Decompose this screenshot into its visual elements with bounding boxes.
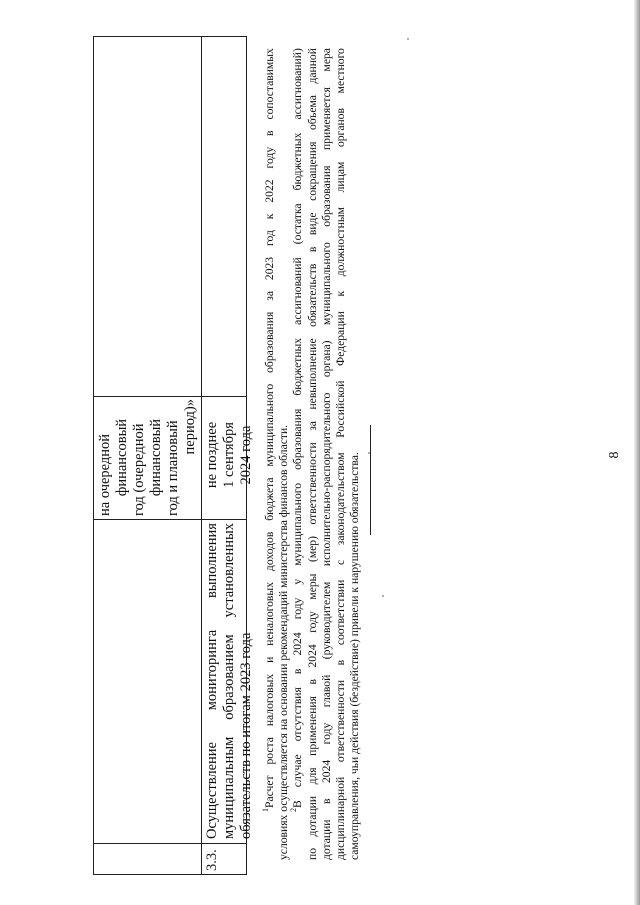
- table-row-divider: [201, 37, 202, 875]
- word: году: [291, 597, 305, 620]
- word: в: [334, 659, 348, 666]
- word: по: [305, 847, 319, 860]
- table-left-border: [93, 874, 247, 875]
- word: [263, 775, 277, 860]
- footnote-2-line: [291, 48, 305, 860]
- deadline-line: год и плановый: [165, 420, 181, 516]
- word: объема: [305, 95, 319, 131]
- description-line: обязательств по итогам 2023 года: [238, 632, 254, 839]
- table-right-border: [93, 36, 247, 37]
- word: сокращения: [305, 141, 319, 201]
- word: и: [263, 656, 276, 663]
- footnote-separator: [370, 425, 371, 535]
- deadline-line: 1 сентября: [221, 422, 237, 488]
- word: 2022: [263, 179, 276, 203]
- word: в: [305, 246, 319, 253]
- footnote-1-line: [263, 48, 277, 860]
- word: [291, 800, 305, 860]
- word: у: [291, 578, 305, 585]
- word: законодательством: [334, 452, 348, 546]
- word: применяется: [319, 86, 333, 151]
- description-line: [204, 523, 221, 839]
- word: случае: [291, 754, 305, 788]
- deadline-line: финансовый: [114, 418, 130, 497]
- word: дисциплинарной: [334, 776, 348, 860]
- footnote-2-line: самоуправления, чьи действия (бездействие) привели к нарушению обязательства.: [348, 452, 362, 860]
- word: меры: [305, 573, 319, 600]
- word: бюджета: [263, 477, 276, 521]
- row-description: [204, 523, 255, 839]
- word: сопоставимых: [263, 48, 276, 120]
- word: главой: [319, 674, 333, 708]
- word: бюджетных: [291, 337, 305, 396]
- word: за: [263, 291, 276, 301]
- footnote-2-line: [334, 48, 348, 860]
- word: образования: [319, 165, 333, 227]
- word: виде: [305, 212, 319, 236]
- word: ответственности: [334, 679, 348, 763]
- footnote-1-line: условиях осуществляется на основании рекомендаций министерства финансов области.: [277, 424, 291, 860]
- word: образованием: [221, 634, 237, 720]
- row-number: 3.3.: [204, 849, 220, 871]
- word: в: [263, 130, 276, 136]
- word: обязательств: [305, 263, 319, 327]
- table-col-divider: [93, 396, 247, 397]
- deadline-line: на очередной: [97, 433, 113, 516]
- word: ассигнований: [291, 257, 305, 325]
- table-top-border: [93, 37, 94, 875]
- word: органа): [319, 340, 333, 378]
- word: дотации: [305, 795, 319, 837]
- word: соответствии: [334, 579, 348, 646]
- word: доходов: [263, 531, 276, 572]
- word: 2024: [305, 644, 319, 668]
- word: (руководителем: [319, 581, 333, 660]
- word: установленных: [221, 523, 237, 618]
- footnote-marker: 2: [289, 808, 299, 812]
- word: роста: [263, 737, 276, 765]
- deadline-line: год (очередной: [131, 423, 147, 516]
- word: Осуществление: [204, 742, 220, 839]
- word: в: [319, 798, 333, 804]
- prev-row-deadline-cell: [97, 399, 199, 516]
- deadline-line: не позднее: [204, 421, 220, 489]
- word: бюджетных: [291, 132, 305, 191]
- word: (остатка: [291, 203, 305, 245]
- word: данной: [305, 48, 319, 84]
- word: органов: [334, 108, 348, 148]
- word: с: [334, 559, 348, 565]
- word: мониторинга: [204, 629, 220, 711]
- word: местного: [334, 48, 348, 94]
- deadline-line: финансовый: [148, 418, 164, 497]
- word: исполнительно-распорядительного: [319, 392, 333, 567]
- word: образования: [291, 408, 305, 470]
- word: невыполнение: [305, 338, 319, 410]
- word: применения: [305, 696, 319, 756]
- word: Российской: [334, 380, 348, 438]
- word: году: [305, 611, 319, 633]
- word: год: [263, 230, 276, 246]
- word: 2024: [319, 759, 333, 783]
- word: муниципальным: [221, 736, 237, 839]
- description-line: [221, 523, 238, 839]
- word: должностным: [334, 207, 348, 277]
- word: муниципального: [263, 383, 276, 467]
- word-text: Расчет: [263, 775, 276, 808]
- word: мера: [319, 48, 333, 72]
- word: муниципального: [291, 482, 305, 566]
- word: году: [263, 146, 276, 169]
- word: 2024: [291, 632, 305, 656]
- page-number: 8: [607, 451, 622, 459]
- footnotes: [263, 48, 362, 860]
- word: к: [334, 290, 348, 297]
- word: в: [291, 668, 305, 675]
- word: муниципального: [319, 242, 333, 325]
- table-col-divider: [93, 843, 247, 844]
- word: за: [305, 421, 319, 431]
- word: в: [305, 679, 319, 685]
- word: (мер): [305, 536, 319, 563]
- word-text: В: [291, 800, 305, 808]
- word: Федерации: [334, 311, 348, 366]
- word: 2023: [263, 256, 276, 281]
- footnote-2-line: [306, 48, 320, 860]
- word: неналоговых: [263, 582, 276, 646]
- word: отсутствия: [291, 687, 305, 742]
- table-col-divider: [93, 519, 247, 520]
- word: налоговых: [263, 673, 276, 727]
- word: выполнения: [204, 523, 220, 599]
- deadline-line: период)»: [182, 399, 198, 455]
- row-deadline-cell: [204, 400, 255, 510]
- word: к: [263, 213, 276, 220]
- word: образования: [263, 311, 276, 373]
- word: году: [319, 722, 333, 745]
- word: ассигнований): [291, 48, 305, 120]
- deadline-line: 2024 года: [238, 425, 254, 485]
- footnote-marker: 1: [261, 808, 270, 812]
- word: дотации: [319, 819, 333, 860]
- word: ответственности: [305, 442, 319, 525]
- word: для: [305, 767, 319, 785]
- word: лицам: [334, 161, 348, 193]
- footnote-2-line: [320, 48, 334, 860]
